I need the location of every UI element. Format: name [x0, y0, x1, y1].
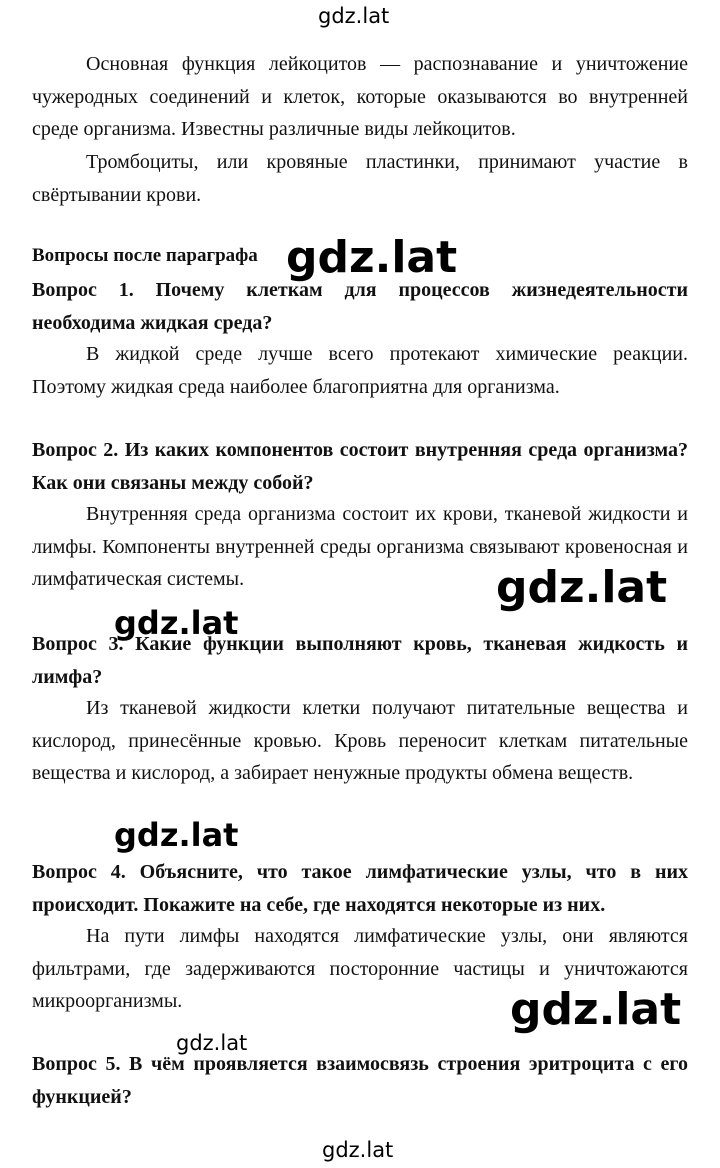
section-heading: Вопросы после параграфа — [32, 245, 258, 266]
watermark-bottom: gdz.lat — [322, 1138, 394, 1162]
question-1: Вопрос 1. Почему клеткам для процессов жизнедеятельности необходима жидкая среда? — [32, 279, 688, 334]
watermark-overlay-5: gdz.lat — [510, 984, 682, 1035]
answer-4: На пути лимфы находятся лимфатические узлы, они являются фильтрами, где задерживаются посторонние частицы и уничтожаются микроорганизмы. — [32, 925, 688, 1013]
question-3: Вопрос 3. Какие функции выполняют кровь, тканевая жидкость и лимфа? — [32, 633, 688, 688]
watermark-overlay-2: gdz.lat — [496, 562, 668, 613]
answer-2: Внутренняя среда организма состоит их крови, тканевой жидкости и лимфы. Компоненты внутренней среды организма связывают кровеносная и лимфатическая системы. — [32, 503, 688, 591]
watermark-overlay-3: gdz.lat — [114, 604, 239, 642]
watermark-overlay-4: gdz.lat — [114, 816, 239, 854]
watermark-overlay-6: gdz.lat — [176, 1031, 248, 1055]
paragraph-leukocytes: Основная функция лейкоцитов — распознавание и уничтожение чужеродных соединений и клеток, которые оказываются во внутренней среде организма. Известны различные виды лейкоцитов. — [32, 53, 688, 141]
answer-1: В жидкой среде лучше всего протекают химические реакции. Поэтому жидкая среда наиболее благоприятна для организма. — [32, 343, 688, 398]
watermark-overlay-1: gdz.lat — [286, 232, 458, 283]
watermark-top: gdz.lat — [318, 4, 390, 28]
paragraph-platelets: Тромбоциты, или кровяные пластинки, принимают участие в свёртывании крови. — [32, 151, 688, 206]
question-4: Вопрос 4. Объясните, что такое лимфатические узлы, что в них происходит. Покажите на себе, где находятся некоторые из них. — [32, 861, 688, 916]
question-2: Вопрос 2. Из каких компонентов состоит внутренняя среда организма? Как они связаны между собой? — [32, 439, 688, 494]
question-5: Вопрос 5. В чём проявляется взаимосвязь строения эритроцита с его функцией? — [32, 1053, 688, 1108]
answer-3: Из тканевой жидкости клетки получают питательные вещества и кислород, принесённые кровью. Кровь переносит клеткам питательные вещества и кислород, а забирает ненужные продукты обмена веществ. — [32, 697, 688, 785]
